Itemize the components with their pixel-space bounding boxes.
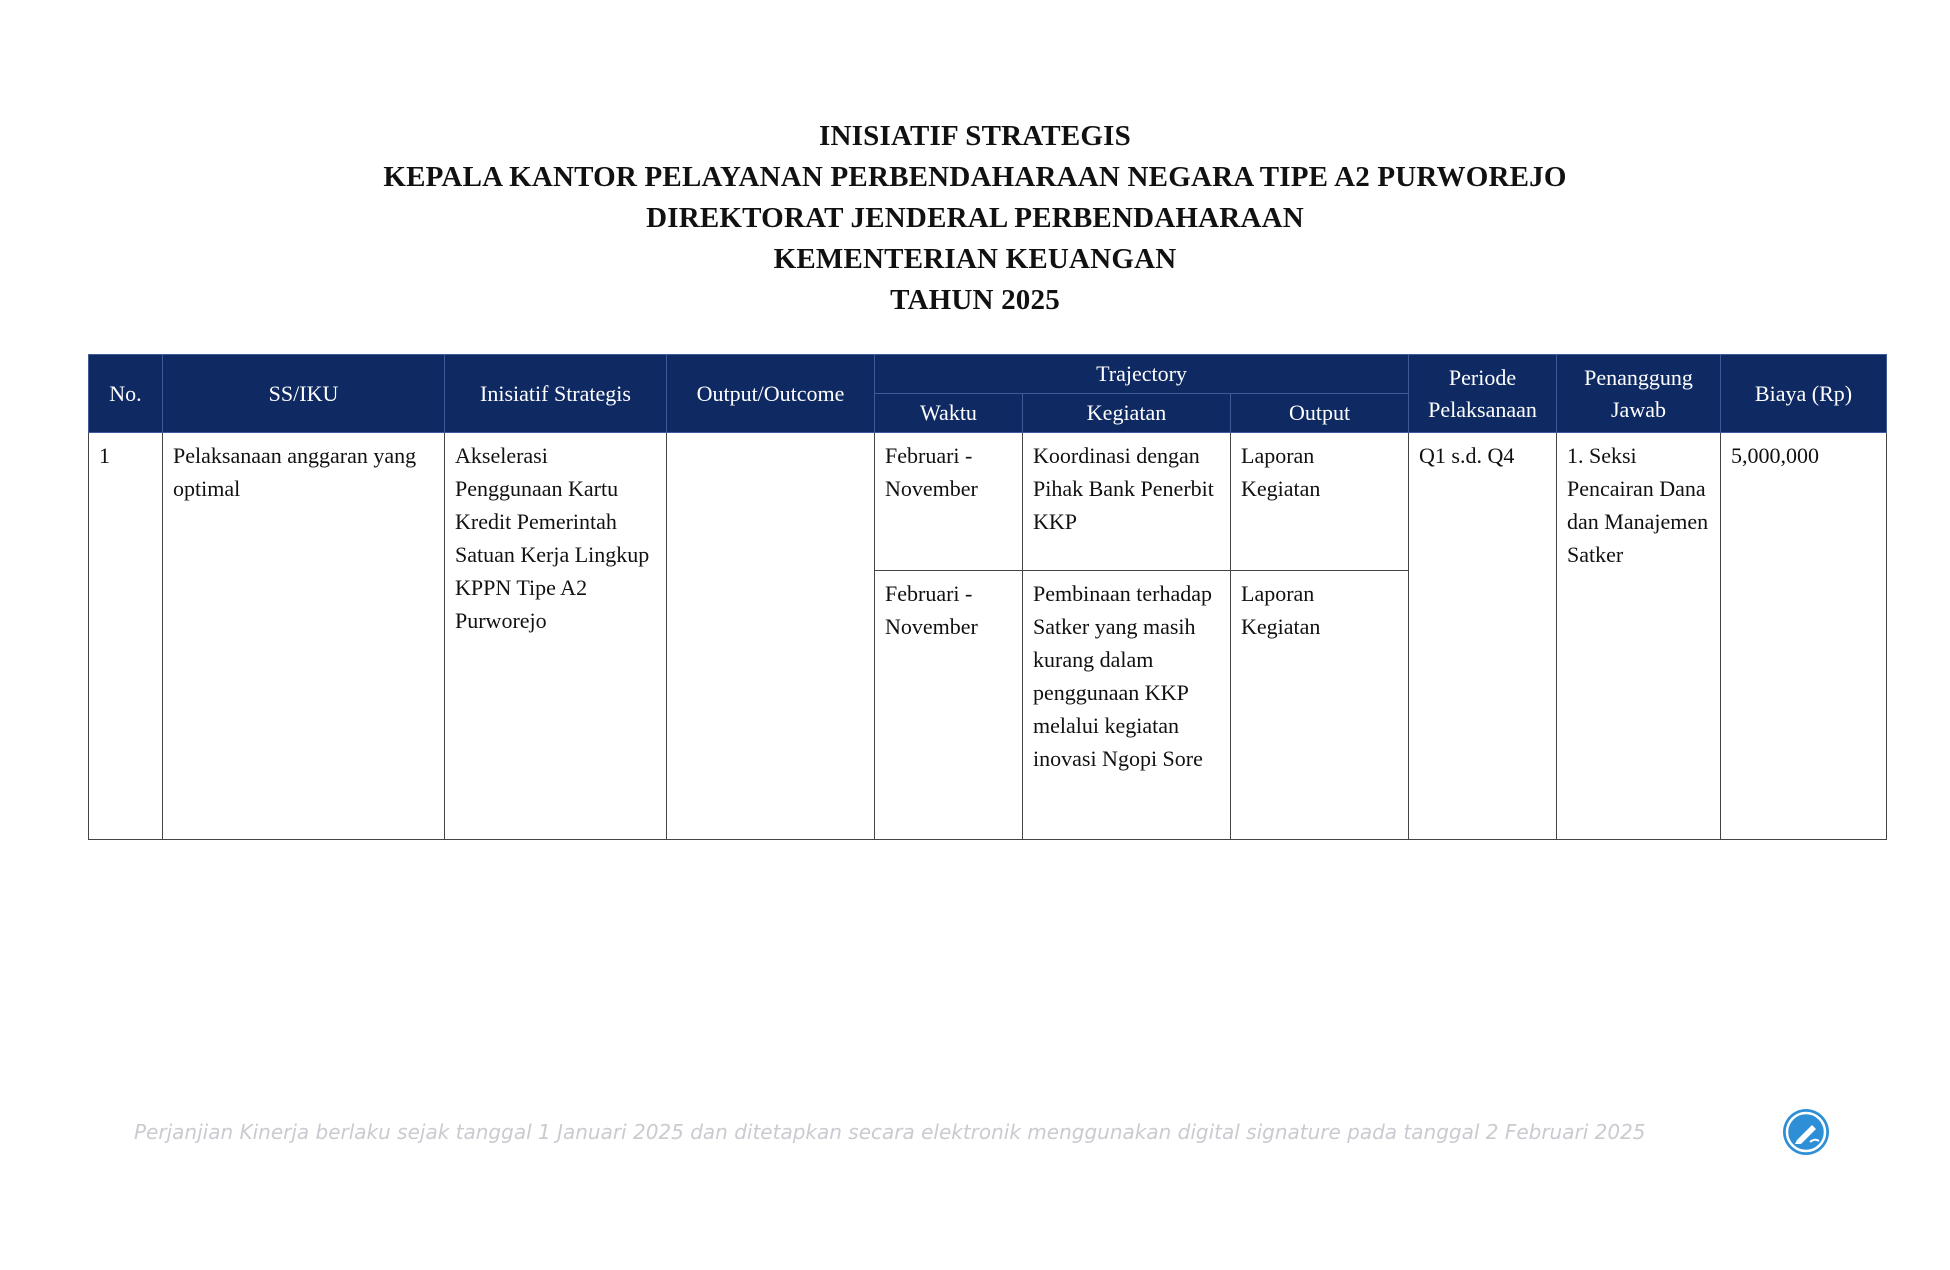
cell-waktu: Februari - November: [875, 571, 1023, 840]
cell-inisiatif-strategis: Akselerasi Penggunaan Kartu Kredit Pemerintah Satuan Kerja Lingkup KPPN Tipe A2 Purworejo: [445, 433, 667, 840]
cell-ss-iku: Pelaksanaan anggaran yang optimal: [163, 433, 445, 840]
header-periode-pelaksanaan: Periode Pelaksanaan: [1409, 355, 1557, 433]
footer-signature-note: Perjanjian Kinerja berlaku sejak tanggal 1 Januari 2025 dan ditetapkan secara elektronik menggunakan digital signature pada tanggal 2 Februari 2025: [134, 1120, 1646, 1144]
header-no: No.: [89, 355, 163, 433]
title-line-3: DIREKTORAT JENDERAL PERBENDAHARAAN: [646, 202, 1304, 234]
header-penanggung-jawab: Penanggung Jawab: [1557, 355, 1721, 433]
cell-no: 1: [89, 433, 163, 840]
header-output-outcome: Output/Outcome: [667, 355, 875, 433]
cell-periode-pelaksanaan: Q1 s.d. Q4: [1409, 433, 1557, 840]
header-ss-iku: SS/IKU: [163, 355, 445, 433]
title-line-5: TAHUN 2025: [890, 284, 1060, 316]
title-line-1: INISIATIF STRATEGIS: [819, 120, 1131, 152]
cell-kegiatan: Pembinaan terhadap Satker yang masih kurang dalam penggunaan KKP melalui kegiatan inovasi Ngopi Sore: [1023, 571, 1231, 840]
cell-kegiatan: Koordinasi dengan Pihak Bank Penerbit KKP: [1023, 433, 1231, 571]
title-line-4: KEMENTERIAN KEUANGAN: [773, 243, 1177, 275]
header-inisiatif-strategis: Inisiatif Strategis: [445, 355, 667, 433]
cell-waktu: Februari - November: [875, 433, 1023, 571]
cell-output: Laporan Kegiatan: [1231, 433, 1409, 571]
header-biaya: Biaya (Rp): [1721, 355, 1887, 433]
inisiatif-strategis-table: [88, 354, 1887, 840]
cell-output: Laporan Kegiatan: [1231, 571, 1409, 840]
digital-signature-seal-icon: [1782, 1108, 1830, 1156]
header-waktu: Waktu: [875, 394, 1023, 433]
cell-biaya: 5,000,000: [1721, 433, 1887, 840]
header-kegiatan: Kegiatan: [1023, 394, 1231, 433]
title-line-2: KEPALA KANTOR PELAYANAN PERBENDAHARAAN NEGARA TIPE A2 PURWOREJO: [383, 161, 1567, 193]
document-title: [0, 116, 1950, 321]
table-row: [89, 433, 1887, 571]
cell-output-outcome: [667, 433, 875, 840]
header-output: Output: [1231, 394, 1409, 433]
header-trajectory: Trajectory: [875, 355, 1409, 394]
cell-penanggung-jawab: 1. Seksi Pencairan Dana dan Manajemen Satker: [1557, 433, 1721, 840]
